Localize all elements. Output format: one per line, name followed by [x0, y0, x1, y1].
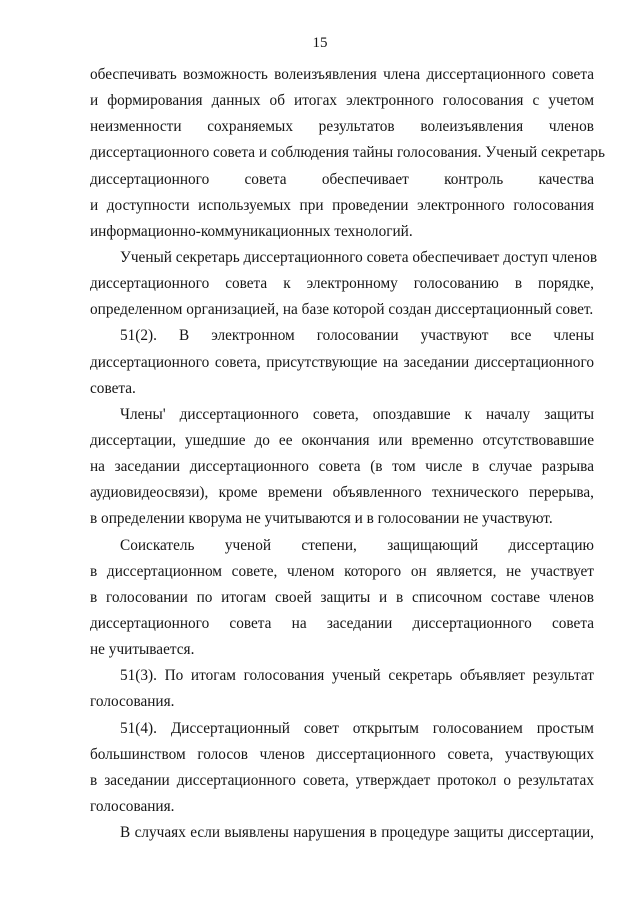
text-line: большинством голосов членов диссертационного совета, участвующих: [90, 745, 594, 763]
page-number: 15: [312, 35, 328, 51]
text-line: аудиовидеосвязи), кроме времени объявленного технического перерыва,: [90, 484, 594, 502]
text-line: 51(3). По итогам голосования ученый секретарь объявляет результат: [120, 667, 594, 685]
text-line: Члены' диссертационного совета, опоздавшие к началу защиты: [120, 405, 594, 423]
text-line: голосования.: [90, 797, 175, 815]
text-line: определенном организацией, на базе которой создан диссертационный совет.: [90, 301, 594, 319]
text-line: голосования.: [90, 693, 175, 711]
text-line: в диссертационном совете, членом которого он является, не участвует: [90, 562, 594, 580]
text-line: совета.: [90, 379, 136, 397]
text-line: диссертационного совета на заседании диссертационного совета: [90, 614, 594, 632]
text-line: 51(2). В электронном голосовании участвуют все члены: [120, 327, 594, 345]
text-line: в голосовании по итогам своей защиты и в списочном составе членов: [90, 588, 594, 606]
text-line: в определении кворума не учитываются и в голосовании не участвуют.: [90, 510, 553, 528]
text-line: диссертационного совета обеспечивает контроль качества: [90, 170, 594, 188]
text-line: неизменности сохраняемых результатов волеизъявления членов: [90, 118, 594, 136]
text-line: диссертационного совета, присутствующие на заседании диссертационного: [90, 353, 594, 371]
text-line: обеспечивать возможность волеизъявления члена диссертационного совета: [90, 66, 594, 83]
text-line: диссертационного совета и соблюдения тайны голосования. Ученый секретарь: [90, 144, 605, 162]
body-text: [90, 62, 605, 846]
text-line: и формирования данных об итогах электронного голосования с учетом: [90, 92, 594, 110]
text-line: диссертационного совета к электронному голосованию в порядке,: [90, 275, 594, 293]
text-line: 51(4). Диссертационный совет открытым голосованием простым: [120, 719, 594, 737]
text-line: информационно-коммуникационных технологий.: [90, 222, 413, 240]
text-line: Соискатель ученой степени, защищающий диссертацию: [120, 536, 594, 554]
text-line: В случаях если выявлены нарушения в процедуре защиты диссертации,: [120, 824, 594, 842]
text-line: и доступности используемых при проведении электронного голосования: [90, 196, 594, 214]
text-line: не учитывается.: [90, 641, 195, 659]
text-line: диссертации, ушедшие до ее окончания или временно отсутствовавшие: [90, 431, 594, 449]
text-line: на заседании диссертационного совета (в том числе в случае разрыва: [90, 458, 594, 476]
text-line: в заседании диссертационного совета, утверждает протокол о результатах: [90, 771, 594, 789]
text-line: Ученый секретарь диссертационного совета обеспечивает доступ членов: [120, 248, 598, 266]
